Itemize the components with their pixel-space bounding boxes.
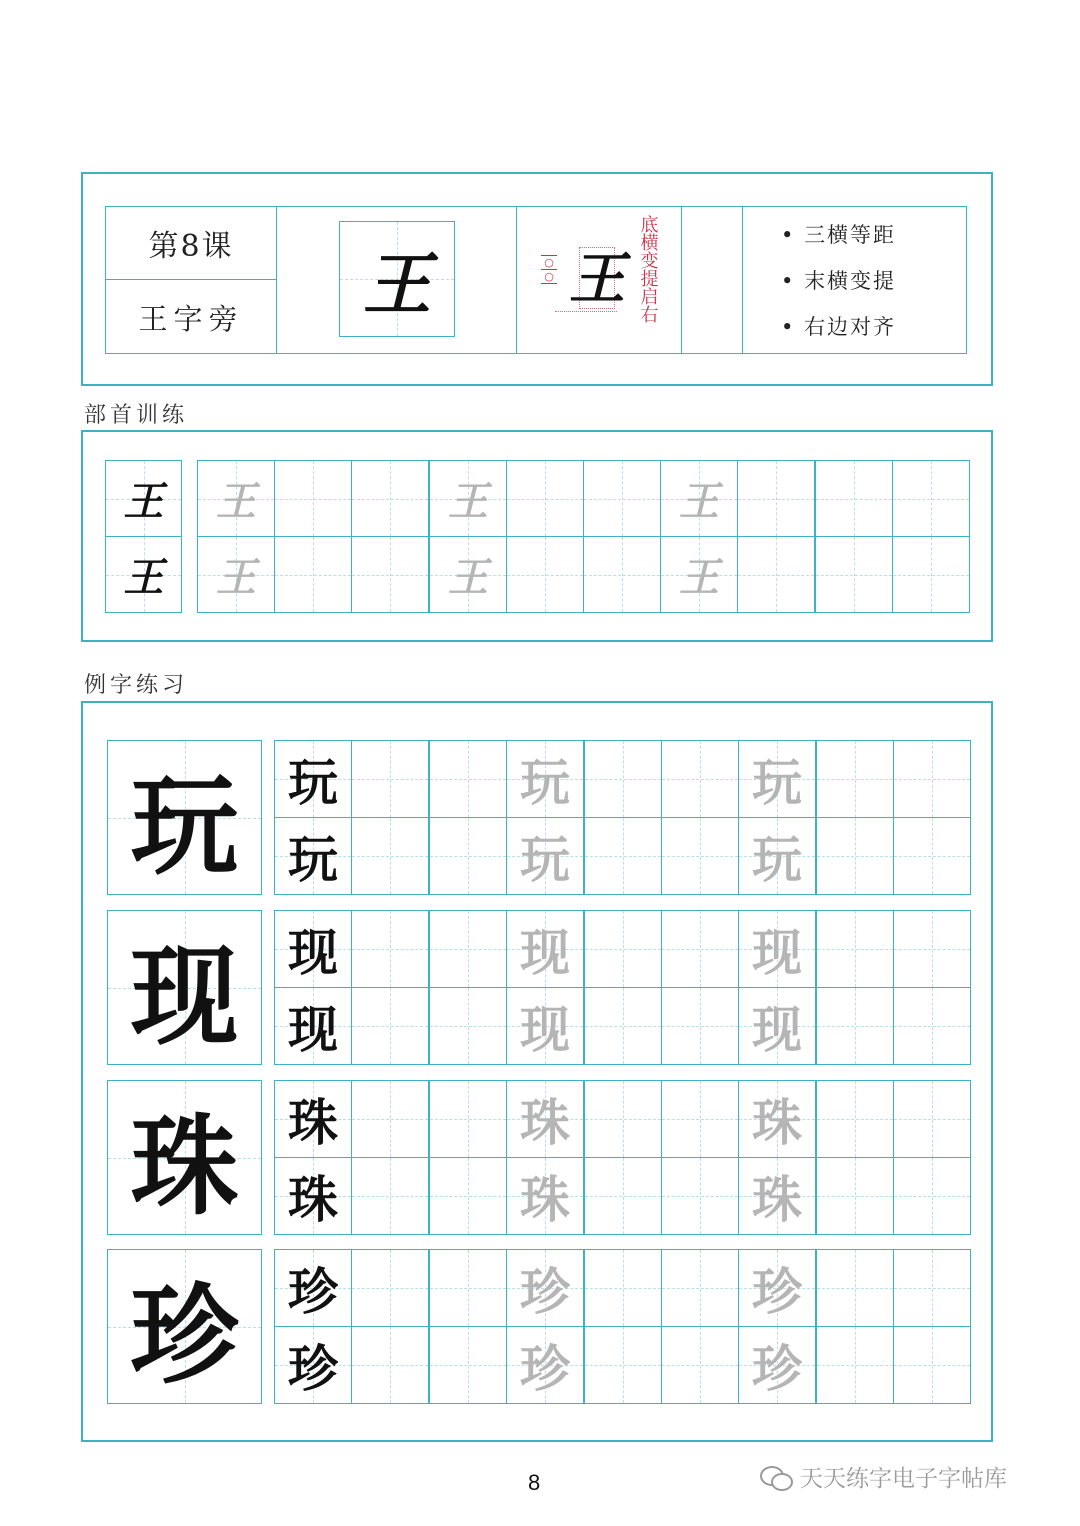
- example-practice-cell: [738, 740, 816, 818]
- example-practice-cell: [351, 987, 429, 1065]
- example-practice-cell: [584, 817, 662, 895]
- example-practice-cell: [738, 1080, 816, 1158]
- radical-practice-cell: [737, 460, 815, 537]
- example-practice-cell: [893, 910, 971, 988]
- example-sample-cell: [107, 910, 262, 1065]
- practice-char: 珠: [288, 1093, 338, 1152]
- example-practice-cell: [661, 910, 739, 988]
- radical-sample-box: [339, 221, 455, 337]
- example-practice-cell: [584, 1326, 662, 1404]
- example-practice-cell: [506, 1249, 584, 1327]
- practice-char: 玩: [520, 830, 570, 889]
- radical-practice-cell: [506, 536, 584, 613]
- example-practice-cell: [738, 910, 816, 988]
- example-practice-cell: [351, 1080, 429, 1158]
- practice-char: 珍: [288, 1262, 338, 1321]
- example-practice-cell: [351, 817, 429, 895]
- example-practice-cell: [738, 1157, 816, 1235]
- radical-practice-cell: [506, 460, 584, 537]
- example-practice-cell: [816, 987, 894, 1065]
- practice-char: 玩: [752, 830, 802, 889]
- example-practice-cell: [584, 1080, 662, 1158]
- radical-practice-cell: [660, 460, 738, 537]
- example-practice-cell: [429, 1326, 507, 1404]
- tips-column: [743, 207, 967, 354]
- example-practice-cell: [274, 817, 352, 895]
- section-title-radical-training: 部首训练: [84, 403, 189, 428]
- example-practice-cell: [506, 1157, 584, 1235]
- page-number: 8: [528, 1470, 541, 1495]
- example-practice-cell: [816, 1080, 894, 1158]
- example-practice-cell: [893, 1249, 971, 1327]
- radical-sample-char: 王: [362, 244, 431, 325]
- example-practice-cell: [429, 1249, 507, 1327]
- radical-practice-cell: [660, 536, 738, 613]
- lesson-number-cell: [106, 207, 277, 280]
- radical-practice-cell: [274, 460, 352, 537]
- example-practice-cell: [429, 987, 507, 1065]
- example-practice-cell: [274, 910, 352, 988]
- example-practice-cell: [506, 1326, 584, 1404]
- practice-char: 王: [216, 554, 256, 601]
- radical-practice-cell: [351, 460, 429, 537]
- example-sample-cell: [107, 1080, 262, 1235]
- example-practice-cell: [661, 1157, 739, 1235]
- practice-char: 珍: [130, 1273, 239, 1399]
- tip-text: 三横等距: [804, 223, 897, 247]
- lesson-header-inner: [105, 206, 967, 354]
- example-practice-cell: [584, 910, 662, 988]
- tip-text: 末横变提: [804, 269, 897, 293]
- practice-char: 玩: [288, 753, 338, 812]
- practice-char: 珠: [752, 1170, 802, 1229]
- practice-char: 珍: [752, 1339, 802, 1398]
- example-sample-cell: [107, 740, 262, 895]
- wechat-icon: [760, 1464, 792, 1490]
- stroke-marks: ○ ○: [541, 255, 557, 299]
- example-practice-cell: [274, 1157, 352, 1235]
- radical-practice-cell: [429, 536, 507, 613]
- example-practice-cell: [351, 1326, 429, 1404]
- example-practice-cell: [893, 817, 971, 895]
- practice-char: 珠: [288, 1170, 338, 1229]
- example-practice-cell: [429, 910, 507, 988]
- radical-practice-cell: [815, 536, 893, 613]
- example-practice-cell: [661, 1080, 739, 1158]
- example-practice-cell: [661, 1326, 739, 1404]
- example-practice-cell: [506, 910, 584, 988]
- practice-char: 现: [130, 934, 239, 1060]
- practice-char: 珠: [752, 1093, 802, 1152]
- example-practice-cell: [584, 1157, 662, 1235]
- example-practice-cell: [661, 817, 739, 895]
- example-practice-cell: [274, 740, 352, 818]
- practice-char: 珍: [520, 1262, 570, 1321]
- radical-sample-column: [277, 207, 517, 354]
- practice-char: 王: [216, 478, 256, 525]
- practice-char: 珠: [520, 1170, 570, 1229]
- example-practice-cell: [661, 740, 739, 818]
- watermark-text: 天天练字电子字帖库: [800, 1466, 1007, 1492]
- radical-practice-cell: [892, 536, 970, 613]
- practice-char: 王: [448, 478, 488, 525]
- example-practice-cell: [506, 1080, 584, 1158]
- example-practice-cell: [429, 1080, 507, 1158]
- example-practice-cell: [506, 740, 584, 818]
- example-practice-cell: [816, 740, 894, 818]
- structure-note: 底横变提启右: [637, 215, 659, 323]
- example-practice-cell: [816, 1249, 894, 1327]
- example-practice-cell: [274, 1249, 352, 1327]
- example-practice-cell: [893, 1157, 971, 1235]
- structure-demo-char: 王: [569, 246, 625, 312]
- spacer-column: [682, 207, 743, 354]
- practice-char: 玩: [288, 830, 338, 889]
- radical-practice-cell: [197, 460, 275, 537]
- example-practice-cell: [661, 1249, 739, 1327]
- example-practice-cell: [506, 987, 584, 1065]
- radical-practice-cell: [429, 460, 507, 537]
- practice-char: 珠: [130, 1104, 239, 1230]
- example-sample-cell: [107, 1249, 262, 1404]
- section-title-example-practice: 例字练习: [84, 673, 189, 698]
- example-practice-cell: [816, 1326, 894, 1404]
- radical-practice-cell: [583, 460, 661, 537]
- practice-char: 珍: [752, 1262, 802, 1321]
- radical-practice-cell: [737, 536, 815, 613]
- example-practice-cell: [738, 1249, 816, 1327]
- practice-char: 王: [123, 478, 164, 525]
- example-practice-cell: [429, 1157, 507, 1235]
- radical-practice-cell: [351, 536, 429, 613]
- radical-name: 王字旁: [138, 301, 244, 336]
- practice-char: 玩: [752, 753, 802, 812]
- example-practice-cell: [274, 1326, 352, 1404]
- tip-item: • 末横变提: [781, 269, 897, 293]
- practice-char: 现: [752, 923, 802, 982]
- practice-char: 珍: [288, 1339, 338, 1398]
- practice-char: 现: [520, 923, 570, 982]
- example-practice-cell: [816, 1157, 894, 1235]
- radical-practice-cell: [583, 536, 661, 613]
- practice-char: 珍: [520, 1339, 570, 1398]
- radical-sample-cell: [105, 536, 182, 613]
- practice-char: 现: [288, 923, 338, 982]
- example-practice-cell: [274, 987, 352, 1065]
- example-practice-cell: [351, 910, 429, 988]
- example-practice-cell: [584, 987, 662, 1065]
- example-practice-cell: [893, 1326, 971, 1404]
- example-practice-cell: [274, 1080, 352, 1158]
- example-practice-cell: [429, 817, 507, 895]
- example-practice-cell: [506, 817, 584, 895]
- example-practice-cell: [738, 817, 816, 895]
- practice-char: 王: [679, 554, 719, 601]
- tip-item: • 右边对齐: [781, 315, 897, 339]
- example-practice-cell: [893, 987, 971, 1065]
- practice-char: 现: [288, 1000, 338, 1059]
- practice-char: 王: [123, 554, 164, 601]
- radical-sample-cell: [105, 460, 182, 537]
- practice-char: 王: [679, 478, 719, 525]
- example-practice-cell: [738, 987, 816, 1065]
- radical-practice-cell: [274, 536, 352, 613]
- radical-practice-cell: [197, 536, 275, 613]
- practice-char: 玩: [520, 753, 570, 812]
- example-practice-cell: [351, 1249, 429, 1327]
- example-practice-cell: [351, 740, 429, 818]
- example-practice-cell: [893, 1080, 971, 1158]
- example-practice-cell: [816, 817, 894, 895]
- practice-char: 珠: [520, 1093, 570, 1152]
- example-practice-cell: [584, 740, 662, 818]
- example-practice-cell: [429, 740, 507, 818]
- example-practice-cell: [661, 987, 739, 1065]
- practice-char: 王: [448, 554, 488, 601]
- example-practice-cell: [584, 1249, 662, 1327]
- practice-char: 玩: [130, 764, 239, 890]
- lesson-number: 第8课: [148, 229, 234, 264]
- watermark: [760, 1460, 1007, 1493]
- example-practice-cell: [816, 910, 894, 988]
- practice-char: 现: [520, 1000, 570, 1059]
- structure-baseline: [555, 311, 617, 312]
- radical-practice-cell: [815, 460, 893, 537]
- example-practice-cell: [893, 740, 971, 818]
- example-practice-cell: [738, 1326, 816, 1404]
- practice-char: 现: [752, 1000, 802, 1059]
- tip-item: • 三横等距: [781, 223, 897, 247]
- radical-name-cell: [106, 280, 277, 354]
- structure-demo-column: [517, 207, 682, 354]
- tip-text: 右边对齐: [804, 315, 897, 339]
- radical-practice-cell: [892, 460, 970, 537]
- example-practice-cell: [351, 1157, 429, 1235]
